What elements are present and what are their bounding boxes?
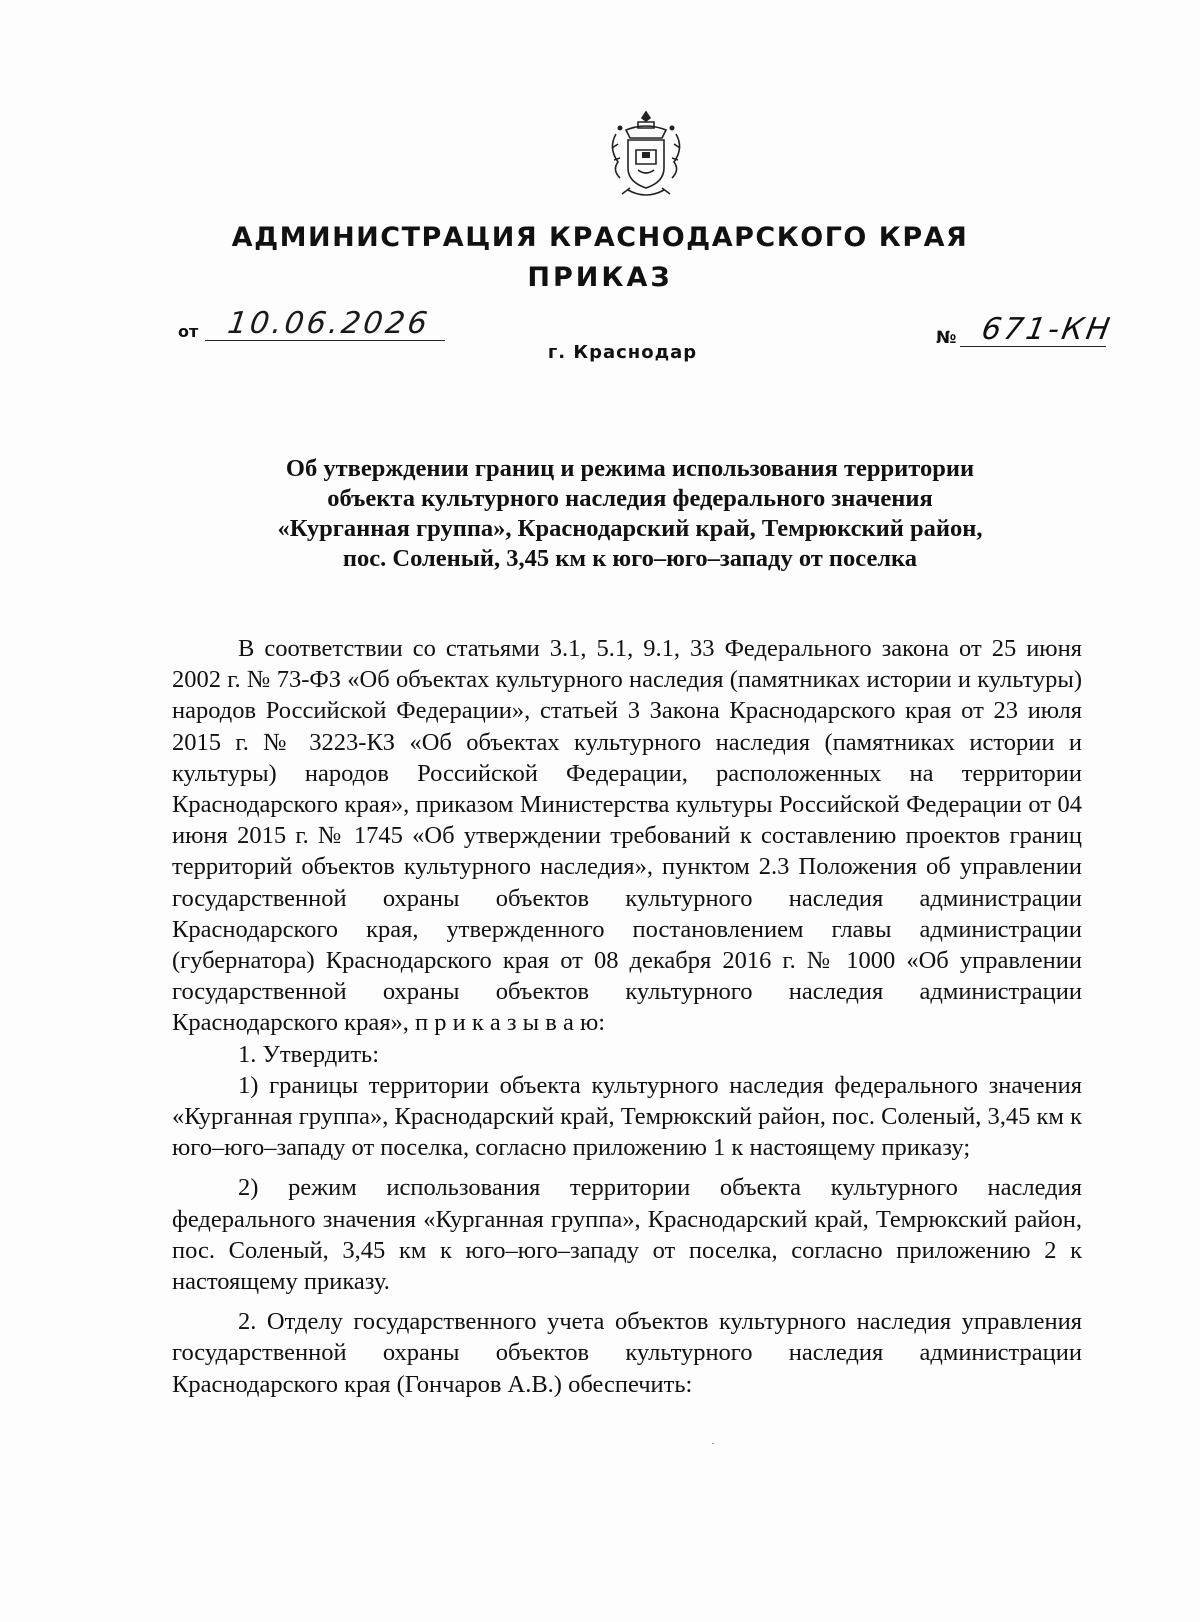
scan-speck: [712, 1443, 714, 1444]
date-label: от: [178, 322, 199, 341]
preamble-paragraph: [172, 633, 1082, 1039]
item-1-1: 1) границы территории объекта культурного наследия федерального значения «Курганная группа», Краснодарский край, Темрюкский район, пос. Соленый, 3,45 км к юго–юго–западу от поселка, согласно приложению 1 к настоящему приказу;: [172, 1071, 1082, 1162]
handwritten-number: 671-КН: [978, 312, 1116, 347]
number-label: №: [936, 328, 957, 348]
item-1-2: 2) режим использования территории объекта культурного наследия федерального значения «Курганная группа», Краснодарский край, Темрюкский район, пос. Соленый, 3,45 км к юго–юго–западу от поселка, согласно приложению 2 к настоящему приказу.: [172, 1174, 1082, 1296]
document-title: [180, 454, 1080, 574]
coat-of-arms-icon: [598, 108, 694, 204]
title-line: «Курганная группа», Краснодарский край, Темрюкский район,: [277, 515, 983, 542]
title-line: пос. Соленый, 3,45 км к юго–юго–западу от поселка: [342, 545, 918, 572]
document-type: ПРИКАЗ: [527, 262, 673, 293]
organization-name: АДМИНИСТРАЦИЯ КРАСНОДАРСКОГО КРАЯ: [231, 222, 969, 253]
preamble-text: В соответствии со статьями 3.1, 5.1, 9.1, 33 Федерального закона от 25 июня 2002 г. № 73-ФЗ «Об объектах культурного наследия (памятниках истории и культуры) народов Российской Федерации», статьей 3 Закона Краснодарского края от 23 июля 2015 г. № 3223-КЗ «Об объектах культурного наследия (памятниках истории и культуры) народов Российской Федерации, расположенных на территории Краснодарского края», приказом Министерства культуры Российской Федерации от 04 июня 2015 г. № 1745 «Об утверждении требований к составлению проектов границ территорий объектов культурного наследия», пунктом 2.3 Положения об управлении государственной охраны объектов культурного наследия администрации Краснодарского края, утвержденного постановлением главы администрации (губернатора) Краснодарского края от 08 декабря 2016 г. № 1000 «Об управлении государственной охраны объектов культурного наследия администрации Краснодарского края»,: [172, 635, 1082, 1037]
city-name: г. Краснодар: [547, 342, 698, 363]
handwritten-date: 10.06.2026: [225, 306, 433, 341]
order-word: п р и к а з ы в а ю:: [414, 1009, 606, 1037]
title-line: объекта культурного наследия федерального значения: [327, 485, 933, 512]
item-2: 2. Отделу государственного учета объектов культурного наследия управления государственной охраны объектов культурного наследия администрации Краснодарского края (Гончаров А.В.) обеспечить:: [172, 1308, 1082, 1398]
title-line: Об утверждении границ и режима использования территории: [285, 455, 975, 482]
document-body: [172, 633, 1082, 1400]
item-1: 1. Утвердить:: [238, 1040, 380, 1068]
